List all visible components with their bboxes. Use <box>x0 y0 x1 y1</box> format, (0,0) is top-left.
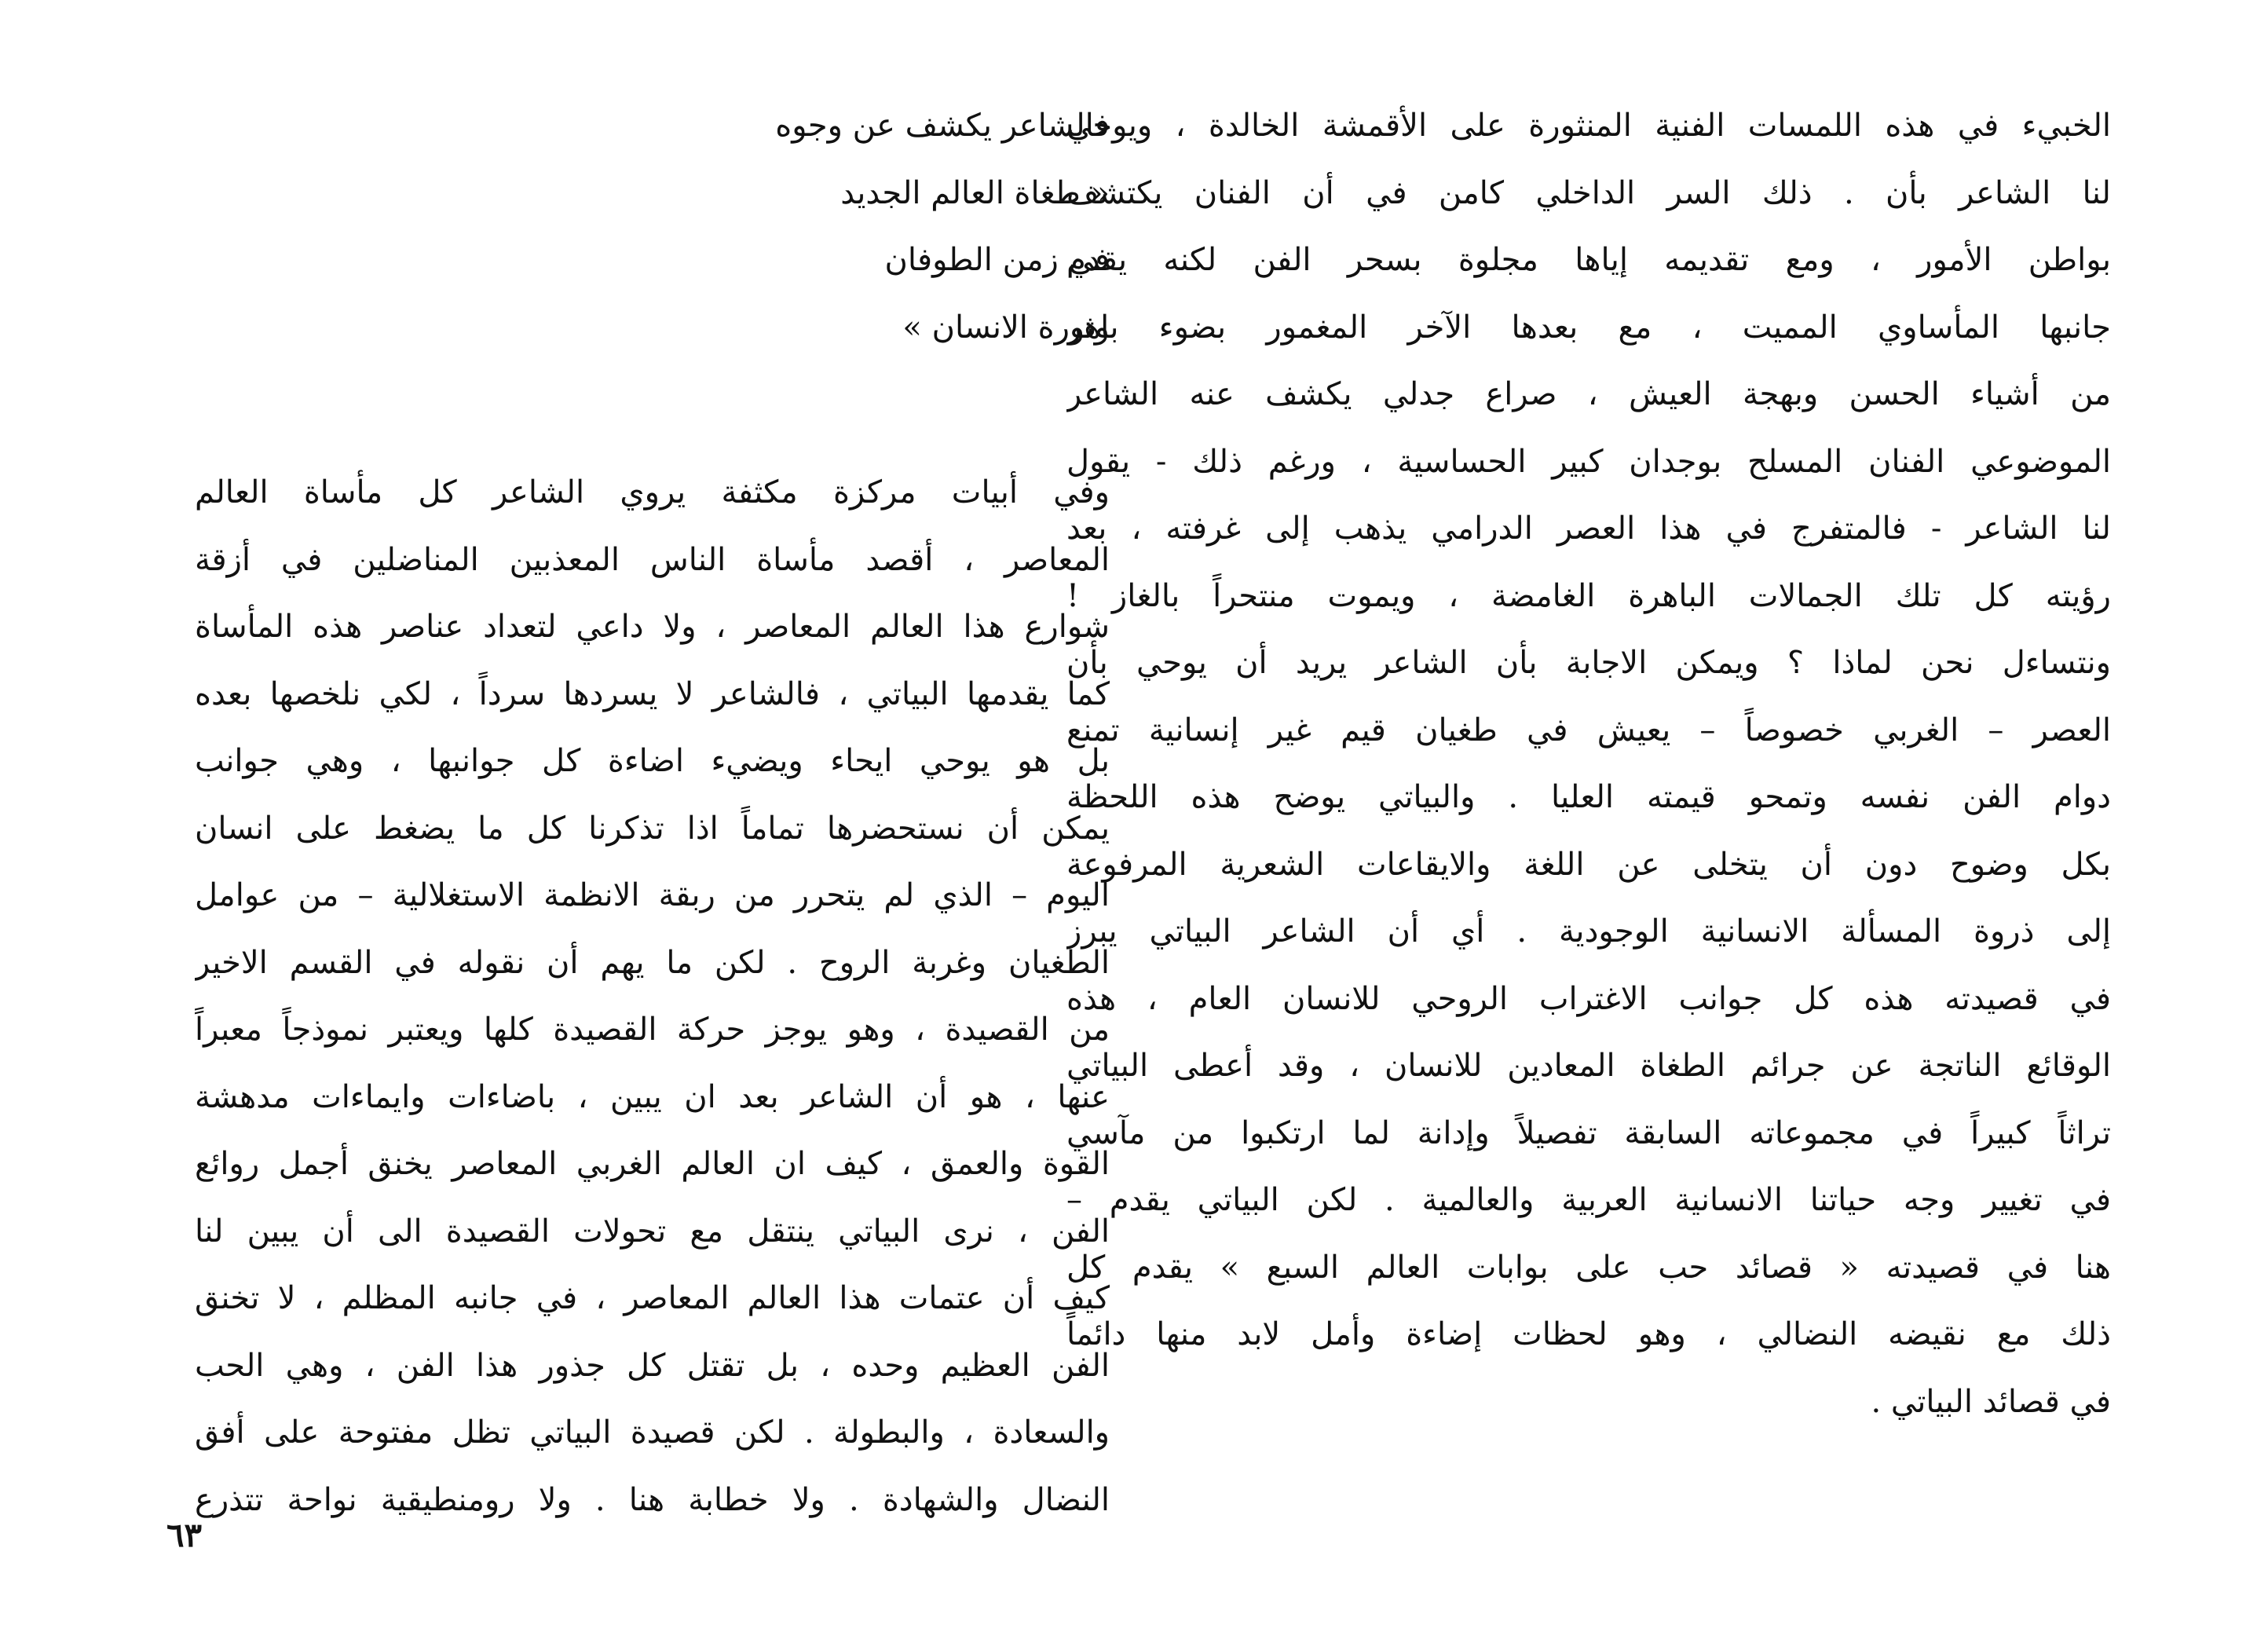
body-line: العصر – الغربي خصوصاً – يعيش في طغيان قيم غير إنسانية تمنع <box>1066 712 2111 748</box>
poem-verse: « طغاة العالم الجديد <box>840 174 1110 211</box>
body-line: من القصيدة ، وهو يوجز حركة القصيدة كلها ويعتبر نموذجاً معبراً <box>195 1012 1110 1048</box>
body-line-final: في قصائد البياتي . <box>1871 1383 2111 1420</box>
paragraph-gap <box>195 361 1110 459</box>
right-page-column <box>1066 93 2111 1436</box>
body-line: هنا في قصيدته « قصائد حب على بوابات العالم السبع » يقدم كل <box>1066 1249 2111 1286</box>
body-line: إلى ذروة المسألة الانسانية الوجودية . أي أن الشاعر البياتي يبرز <box>1066 913 2111 950</box>
poem-quote <box>195 93 1110 361</box>
body-line: ونتساءل نحن لماذا ؟ ويمكن الاجابة بأن الشاعر يريد أن يوحي بأن <box>1066 645 2111 681</box>
body-line: الوقائع الناتجة عن جرائم الطغاة المعادين للانسان ، وقد أعطى البياتي <box>1066 1048 2111 1084</box>
body-line: دوام الفن نفسه وتمحو قيمته العليا . والبياتي يوضح هذه اللحظة <box>1066 779 2111 815</box>
body-line: الموضوعي الفنان المسلح بوجدان كبير الحساسية ، ورغم ذلك - يقول <box>1066 443 2111 480</box>
body-line: لنا الشاعر بأن . ذلك السر الداخلي كامن في أن الفنان يكتشف <box>1066 174 2111 211</box>
body-line: النضال والشهادة . ولا خطابة هنا . ولا رومنطيقية نواحة تتذرع <box>195 1481 1110 1518</box>
poem-verse: فالشاعر يكشف عن وجوه <box>775 108 1110 144</box>
body-line: اليوم – الذي لم يتحرر من ربقة الانظمة الاستغلالية – من عوامل <box>195 877 1110 913</box>
body-line: والسعادة ، والبطولة . لكن قصيدة البياتي تظل مفتوحة على أفق <box>195 1414 1110 1451</box>
body-line: رؤيته كل تلك الجمالات الباهرة الغامضة ، ويموت منتحراً بالغاز ! <box>1066 577 2111 614</box>
body-line: الخبيء في هذه اللمسات الفنية المنثورة على الأقمشة الخالدة ، ويوحي <box>1066 108 2111 144</box>
body-line: الفن العظيم وحده ، بل تقتل كل جذور هذا الفن ، وهي الحب <box>195 1347 1110 1384</box>
body-line: تراثاً كبيراً في مجموعاته السابقة تفصيلاً وإدانة لما ارتكبوا من مآسي <box>1066 1114 2111 1151</box>
poem-verse: في زمن الطوفان <box>884 242 1110 278</box>
body-line: القوة والعمق ، كيف ان العالم الغربي المعاصر يخنق أجمل روائع <box>195 1146 1110 1182</box>
body-line: من أشياء الحسن وبهجة العيش ، صراع جدلي يكشف عنه الشاعر <box>1066 376 2111 412</box>
body-line: في قصيدته هذه كل جوانب الاغتراب الروحي للانسان العام ، هذه <box>1066 980 2111 1017</box>
body-line: لنا الشاعر - فالمتفرج في هذا العصر الدرامي يذهب إلى غرفته ، بعد <box>1066 510 2111 547</box>
body-line: بكل وضوح دون أن يتخلى عن اللغة والايقاعات الشعرية المرفوعة <box>1066 846 2111 883</box>
body-line: عنها ، هو أن الشاعر بعد ان يبين ، باضاءات وايماءات مدهشة <box>195 1078 1110 1115</box>
page-number: ٦٣ <box>166 1516 203 1554</box>
body-line: الطغيان وغربة الروح . لكن ما يهم أن نقوله في القسم الاخير <box>195 944 1110 981</box>
body-line: بل هو يوحي ايحاء ويضيء اضاءة كل جوانبها ، وهي جوانب <box>195 743 1110 779</box>
left-page-column <box>195 93 1110 1534</box>
body-line: شوارع هذا العالم المعاصر ، ولا داعي لتعداد عناصر هذه المأساة <box>195 609 1110 645</box>
body-line: في تغيير وجه حياتنا الانسانية العربية والعالمية . لكن البياتي يقدم – <box>1066 1182 2111 1218</box>
body-line: ذلك مع نقيضه النضالي ، وهو لحظات إضاءة وأمل لابد منها دائماً <box>1066 1316 2111 1352</box>
body-line: وفي أبيات مركزة مكثفة يروي الشاعر كل مأساة العالم <box>195 474 1110 510</box>
body-line: يمكن أن نستحضرها تماماً اذا تذكرنا كل ما يضغط على انسان <box>195 810 1110 847</box>
body-line: المعاصر ، أقصد مأساة الناس المعذبين المناضلين في أزقة <box>195 541 1110 578</box>
body-line: بواطن الأمور ، ومع تقديمه إياها مجلوة بسحر الفن لكنه يقدم <box>1066 242 2111 278</box>
body-line: جانبها المأساوي المميت ، مع بعدها الآخر المغمور بضوء باهر <box>1066 309 2111 346</box>
body-line: كما يقدمها البياتي ، فالشاعر لا يسردها سرداً ، لكي نلخصها بعده <box>195 675 1110 712</box>
body-line: كيف أن عتمات هذا العالم المعاصر ، في جانبه المظلم ، لا تخنق <box>195 1280 1110 1316</box>
body-line: الفن ، نرى البياتي ينتقل مع تحولات القصيدة الى أن يبين لنا <box>195 1213 1110 1250</box>
poem-verse: وثورة الانسان » <box>902 309 1110 346</box>
